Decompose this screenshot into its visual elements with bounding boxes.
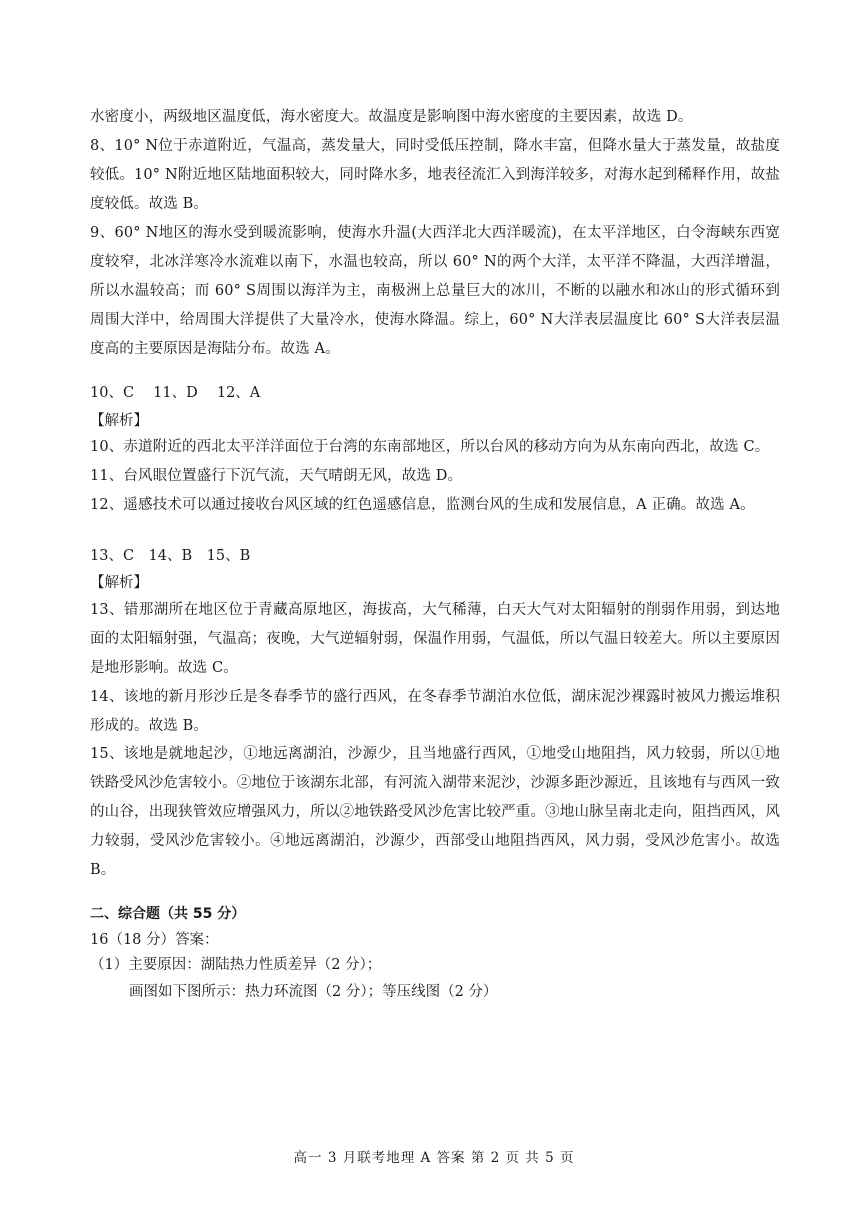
answers-13-15: 13、C 14、B 15、B: [90, 548, 251, 564]
q11-analysis: 11、台风眼位置盛行下沉气流，天气晴朗无风，故选 D。: [90, 468, 463, 484]
q16-heading: 16（18 分）答案：: [90, 932, 219, 948]
q14-analysis: 14、该地的新月形沙丘是冬春季节的盛行西风，在冬春季节湖泊水位低，湖床泥沙裸露时被风力搬运堆积形成的。故选 B。: [90, 689, 780, 734]
q13-analysis: 13、错那湖所在地区位于青藏高原地区，海拔高，大气稀薄，白天大气对太阳辐射的削弱作用弱，到达地面的太阳辐射强，气温高；夜晚，大气逆辐射弱，保温作用弱，气温低，所以气温日较差大。所以主要原因是地形影响。故选 C。: [90, 602, 780, 676]
answers-10-12: 10、C 11、D 12、A: [90, 385, 261, 401]
q8-analysis: 8、10° N位于赤道附近，气温高，蒸发量大，同时受低压控制，降水丰富，但降水量大于蒸发量，故盐度较低。10° N附近地区陆地面积较大，同时降水多，地表径流汇入到海洋较多，对海水起到稀释作用，故盐度较低。故选 B。: [90, 138, 780, 212]
q12-analysis: 12、遥感技术可以通过接收台风区域的红色遥感信息，监测台风的生成和发展信息，A 正确。故选 A。: [90, 497, 755, 513]
analysis-label: 【解析】: [90, 413, 148, 429]
q7-analysis-tail: 水密度小，两级地区温度低，海水密度大。故温度是影响图中海水密度的主要因素，故选 D。: [90, 109, 693, 125]
q16-drawing-note: 画图如下图所示：热力环流图（2 分）；等压线图（2 分）: [129, 984, 498, 1000]
q15-analysis: 15、该地是就地起沙，①地远离湖泊，沙源少，且当地盛行西风，①地受山地阻挡，风力较弱，所以①地铁路受风沙危害较小。②地位于该湖东北部，有河流入湖带来泥沙，沙源多距沙源近，且该地有与西风一致的山谷，出现狭管效应增强风力，所以②地铁路受风沙危害比较严重。③地山脉呈南北走向，阻挡西风，风力较弱，受风沙危害较小。④地远离湖泊，沙源少，西部受山地阻挡西风，风力弱，受风沙危害小。故选 B。: [90, 746, 780, 878]
analysis-label: 【解析】: [90, 575, 148, 591]
q9-analysis: 9、60° N地区的海水受到暖流影响，使海水升温(大西洋北大西洋暖流)，在太平洋地区，白令海峡东西宽度较窄，北冰洋寒冷水流难以南下，水温也较高，所以 60° N的两个大洋，太平洋不降温，大西洋增温，所以水温较高；而 60° S周围以海洋为主，南极洲上总量巨大的冰川，不断的以融水和冰山的形式循环到周围大洋中，给周围大洋提供了大量冷水，使海水降温。综上，60° N大洋表层温度比 60° S大洋表层温度高的主要原因是海陆分布。故选 A。: [90, 225, 780, 357]
section-heading: 二、综合题（共 55 分）: [90, 906, 246, 922]
q10-analysis: 10、赤道附近的西北太平洋洋面位于台湾的东南部地区，所以台风的移动方向为从东南向西北，故选 C。: [90, 439, 770, 455]
page-footer: 高一 3 月联考地理 A 答案 第 2 页 共 5 页: [293, 1150, 575, 1166]
q16-part1: （1）主要原因：湖陆热力性质差异（2 分）；: [90, 957, 382, 973]
